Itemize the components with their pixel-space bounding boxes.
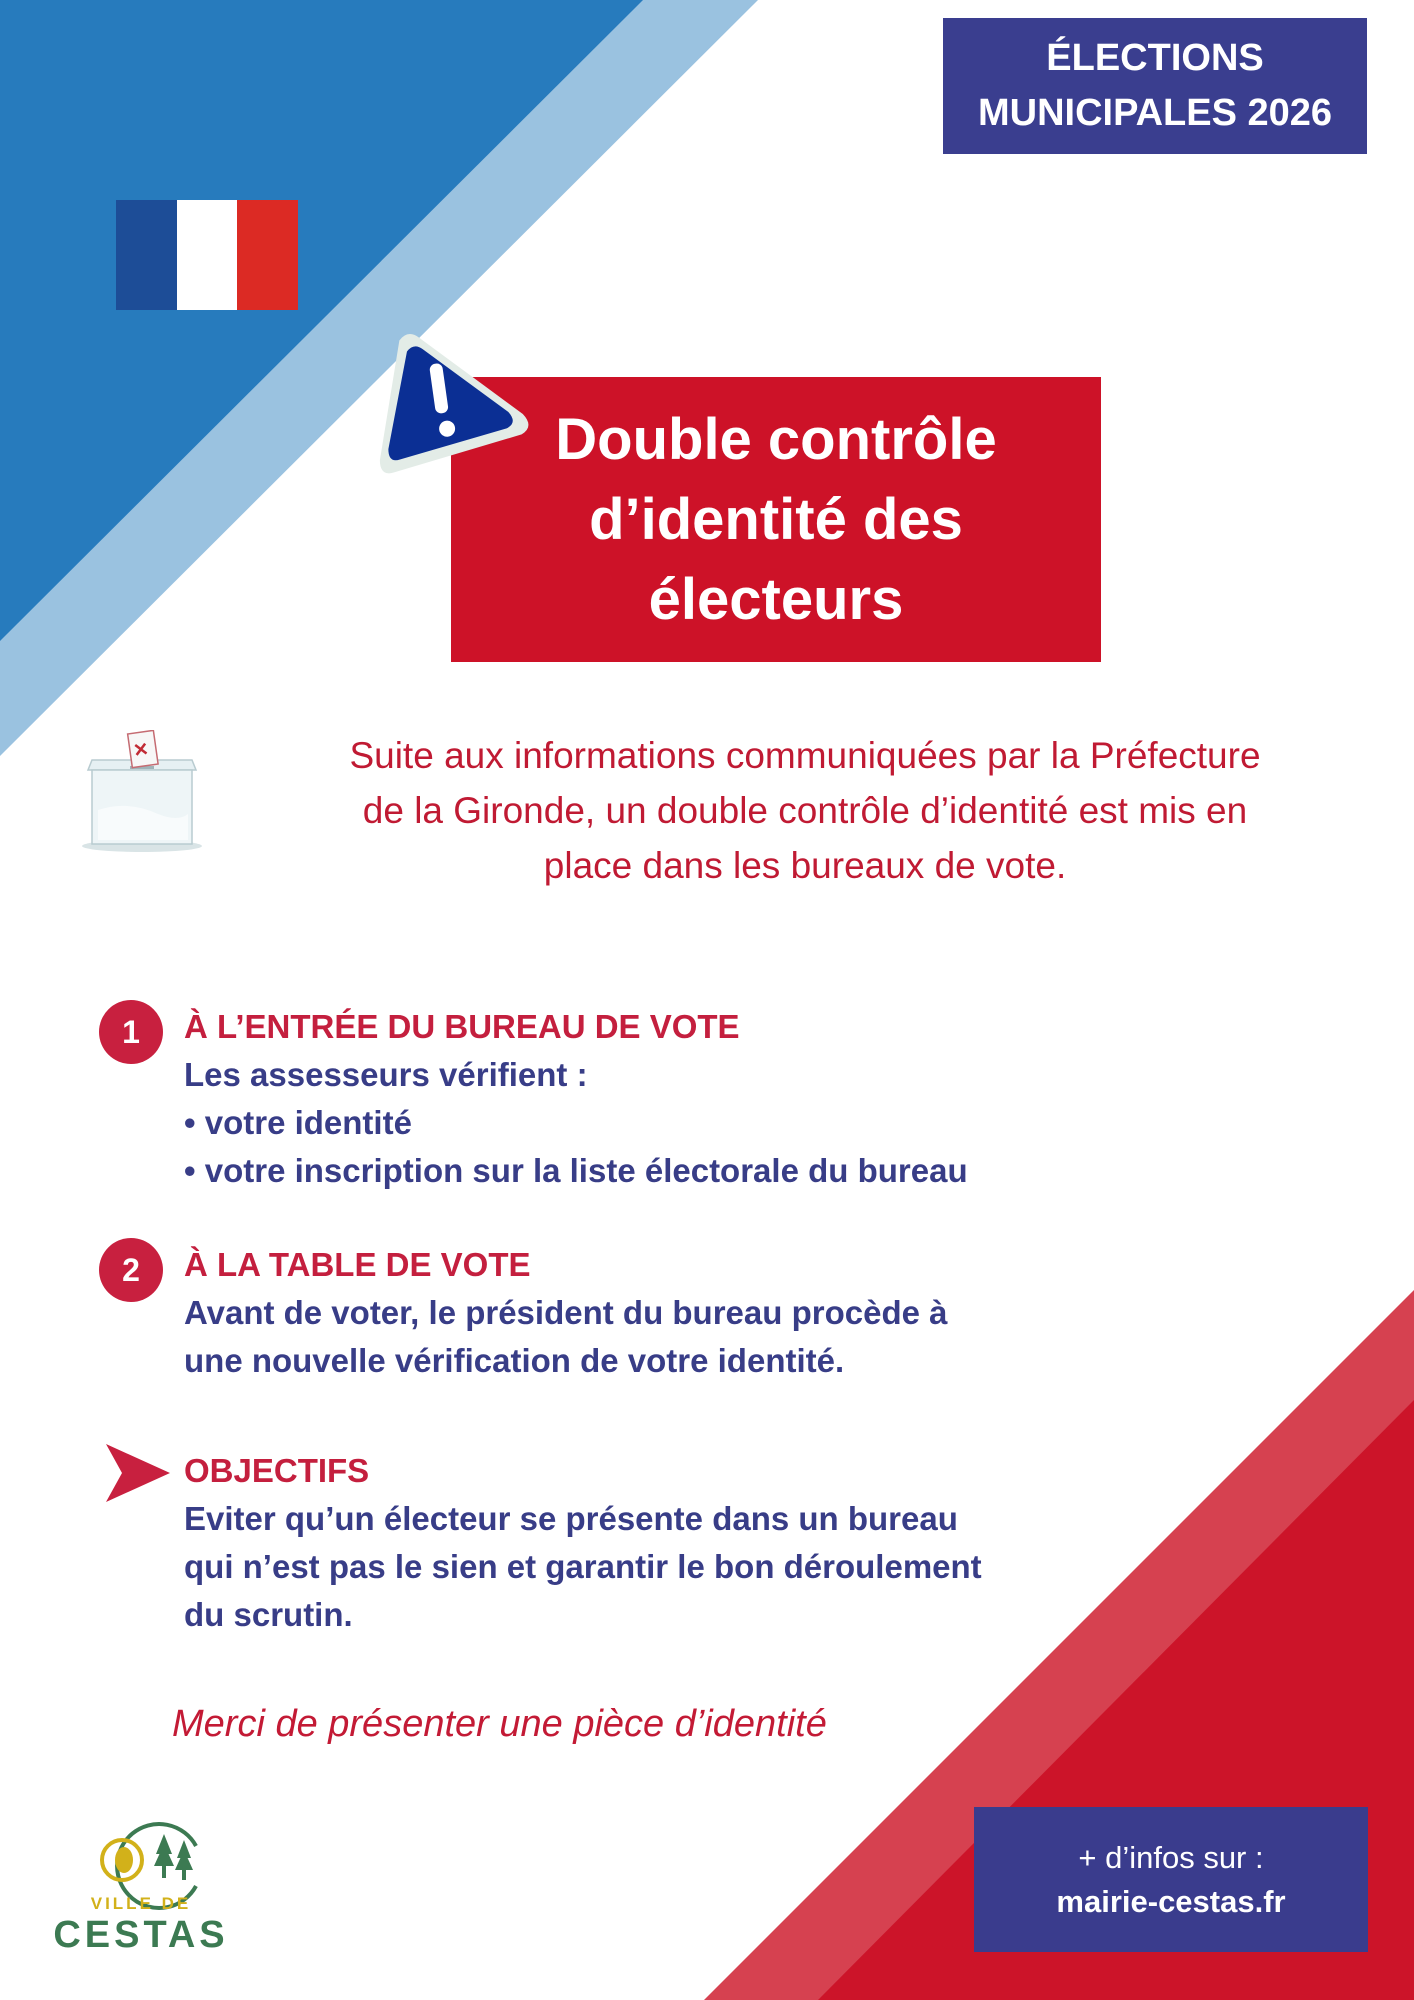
page-title <box>451 377 1101 662</box>
step-1-line-1: Les assesseurs vérifient : <box>184 1056 588 1093</box>
step-1-text <box>184 1051 1084 1195</box>
step-1-line-3: • votre inscription sur la liste électorale du bureau <box>184 1152 968 1189</box>
logo-ville-de: VILLE DE <box>90 1894 192 1913</box>
thanks-text: Merci de présenter une pièce d’identité <box>172 1703 827 1745</box>
objectives-text <box>184 1495 1084 1639</box>
logo-cestas: CESTAS <box>53 1914 229 1956</box>
step-1-number: 1 <box>99 1000 163 1064</box>
info-box <box>974 1807 1368 1952</box>
title-line-3: électeurs <box>648 566 904 632</box>
objectives-title: OBJECTIFS <box>184 1452 370 1489</box>
step-2-text <box>184 1289 1084 1385</box>
info-website-link[interactable]: mairie-cestas.fr <box>1056 1883 1286 1919</box>
title-line-1: Double contrôle <box>555 406 997 472</box>
title-line-2: d’identité des <box>589 486 963 552</box>
step-2-line-2: une nouvelle vérification de votre identité. <box>184 1342 845 1379</box>
objectives-line-1: Eviter qu’un électeur se présente dans un bureau <box>184 1500 958 1537</box>
french-flag <box>116 200 298 310</box>
step-2-number: 2 <box>99 1238 163 1302</box>
badge-line-2: MUNICIPALES 2026 <box>977 92 1333 134</box>
ballot-box-icon <box>78 730 206 854</box>
objectives-line-3: du scrutin. <box>184 1596 353 1633</box>
info-label: + d’infos sur : <box>1078 1839 1264 1875</box>
intro-line-2: de la Gironde, un double contrôle d’identité est mis en <box>362 790 1248 831</box>
intro-line-3: place dans les bureaux de vote. <box>543 845 1067 886</box>
step-1-line-2: • votre identité <box>184 1104 412 1141</box>
arrow-right-icon <box>106 1444 170 1502</box>
badge-line-1: ÉLECTIONS <box>1046 37 1264 79</box>
step-2-line-1: Avant de voter, le président du bureau procède à <box>184 1294 948 1331</box>
intro-line-1: Suite aux informations communiquées par la Préfecture <box>349 735 1261 776</box>
intro-text <box>270 728 1340 893</box>
objectives-line-2: qui n’est pas le sien et garantir le bon déroulement <box>184 1548 982 1585</box>
warning-icon <box>370 324 530 474</box>
step-2-title: À LA TABLE DE VOTE <box>184 1246 531 1283</box>
step-1-title: À L’ENTRÉE DU BUREAU DE VOTE <box>184 1008 740 1045</box>
election-badge <box>943 18 1367 154</box>
